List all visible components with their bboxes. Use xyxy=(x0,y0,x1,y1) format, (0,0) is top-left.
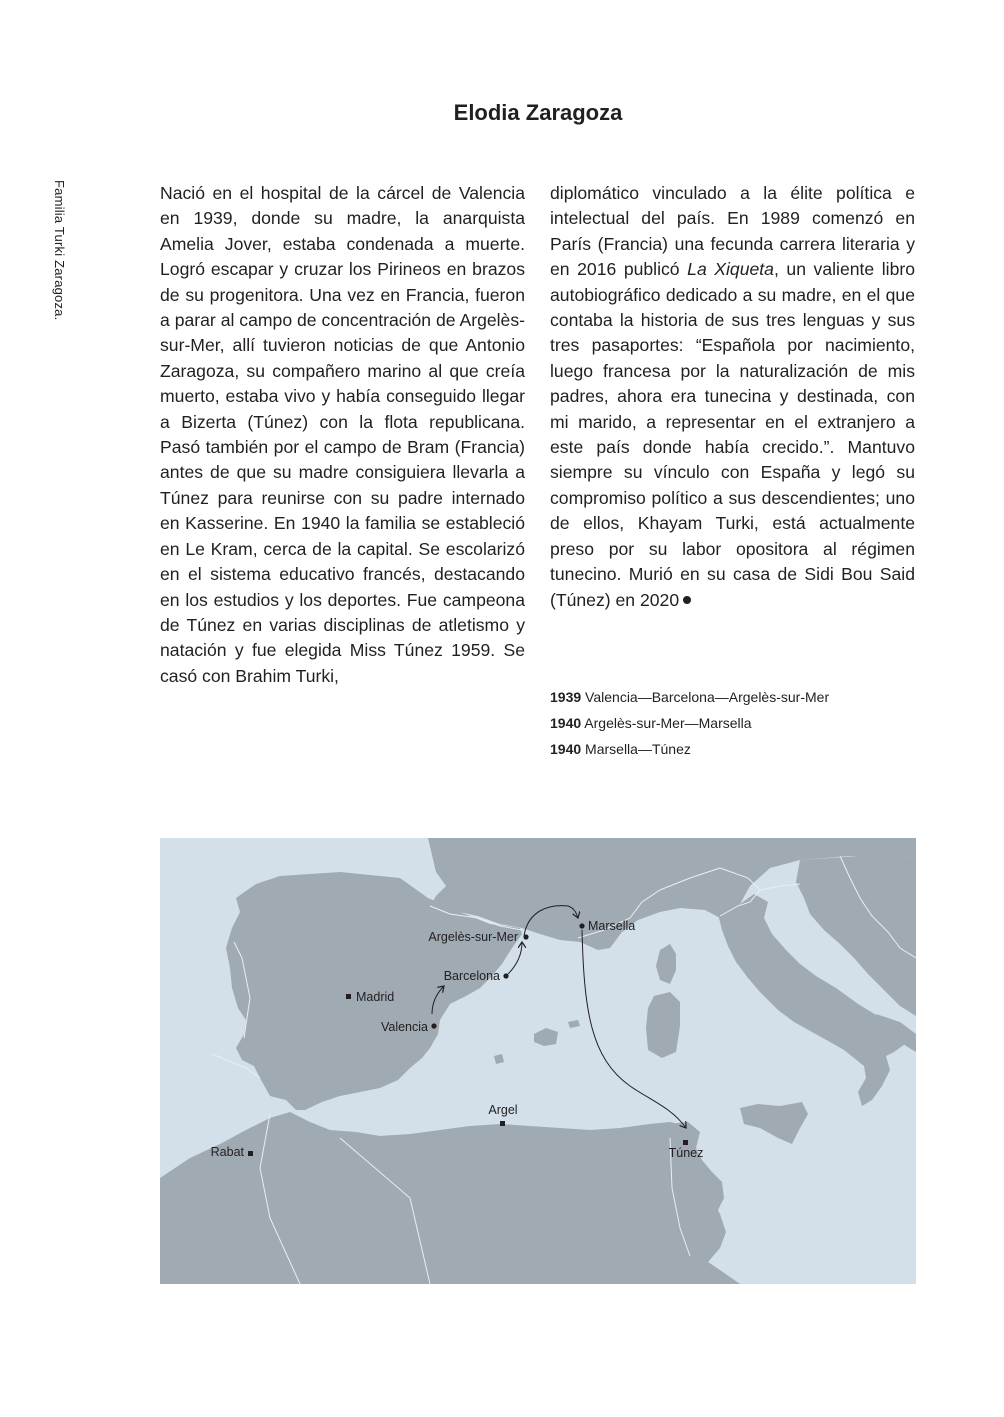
city-label-argel: Argel xyxy=(488,1103,518,1117)
city-label-marsella: Marsella xyxy=(588,919,636,933)
city-label-barcelona: Barcelona xyxy=(443,969,500,983)
page-title: Elodia Zaragoza xyxy=(453,100,623,125)
route-year: 1940 xyxy=(550,741,582,757)
city-label-madrid: Madrid xyxy=(356,990,395,1004)
city-square-argel xyxy=(500,1121,505,1126)
city-label-argeles: Argelès-sur-Mer xyxy=(428,930,518,944)
route-year: 1939 xyxy=(550,689,582,705)
side-caption: Familia Turki Zaragoza. xyxy=(52,180,67,321)
city-label-rabat: Rabat xyxy=(210,1145,244,1159)
end-bullet-icon xyxy=(683,596,691,604)
body-column-right xyxy=(550,181,915,613)
land-sardinia xyxy=(646,992,680,1058)
city-dot-argeles xyxy=(523,934,528,939)
route-list xyxy=(550,684,829,762)
route-path: Marsella—Túnez xyxy=(585,741,691,757)
route-item xyxy=(550,736,829,762)
route-item xyxy=(550,710,829,736)
route-item xyxy=(550,684,829,710)
city-dot-barcelona xyxy=(503,973,508,978)
route-map xyxy=(160,838,916,1284)
city-dot-marsella xyxy=(579,923,584,928)
route-path: Valencia—Barcelona—Argelès-sur-Mer xyxy=(585,689,830,705)
city-square-rabat xyxy=(248,1151,253,1156)
city-dot-valencia xyxy=(431,1023,436,1028)
book-title: La Xiqueta xyxy=(687,259,774,280)
city-label-tunez: Túnez xyxy=(668,1146,704,1160)
body-text-part: , un valiente libro autobiográfico dedicado a su madre, en el que contaba la historia de sus tres lenguas y sus tres pasaportes: “Española por nacimiento, luego francesa por la naturalización de mis padres, ahora era tunecina y destinada, con mi marido, a representar en el extranjero a este país donde había crecido.”. Mantuvo siempre su vínculo con España y legó su compromiso político a sus descendientes; uno de ellos, Khayam Turki, está actualmente preso por su labor opositora al régimen tunecino. Murió en su casa de Sidi Bou Said (Túnez) en 2020 xyxy=(550,259,915,610)
city-square-madrid xyxy=(346,994,351,999)
city-label-valencia: Valencia xyxy=(380,1020,428,1034)
route-year: 1940 xyxy=(550,715,582,731)
body-text-part: diplomático vinculado a la élite política e intelectual del país. En 1989 comenzó en París (Francia) una fecunda carrera literaria y en 2016 publicó xyxy=(550,183,915,280)
map-svg xyxy=(160,838,916,1284)
city-square-tunez xyxy=(683,1140,688,1145)
body-column-left: Nació en el hospital de la cárcel de Valencia en 1939, donde su madre, la anarquista Amelia Jover, estaba condenada a muerte. Logró escapar y cruzar los Pirineos en brazos de su progenitora. Una vez en Francia, fueron a parar al campo de concentración de Argelès-sur-Mer, allí tuvieron noticias de que Antonio Zaragoza, su compañero marino al que creía muerto, estaba vivo y había conseguido llegar a Bizerta (Túnez) con la flota republicana. Pasó también por el campo de Bram (Francia) antes de que su madre consiguiera llevarla a Túnez para reunirse con su padre internado en Kasserine. En 1940 la familia se estableció en Le Kram, cerca de la capital. Se escolarizó en el sistema educativo francés, destacando en los estudios y los deportes. Fue campeona de Túnez en varias disciplinas de atletismo y natación y fue elegida Miss Túnez 1959. Se casó con Brahim Turki, xyxy=(160,183,525,686)
route-path: Argelès-sur-Mer—Marsella xyxy=(584,715,752,731)
land-north-africa xyxy=(160,1112,740,1284)
